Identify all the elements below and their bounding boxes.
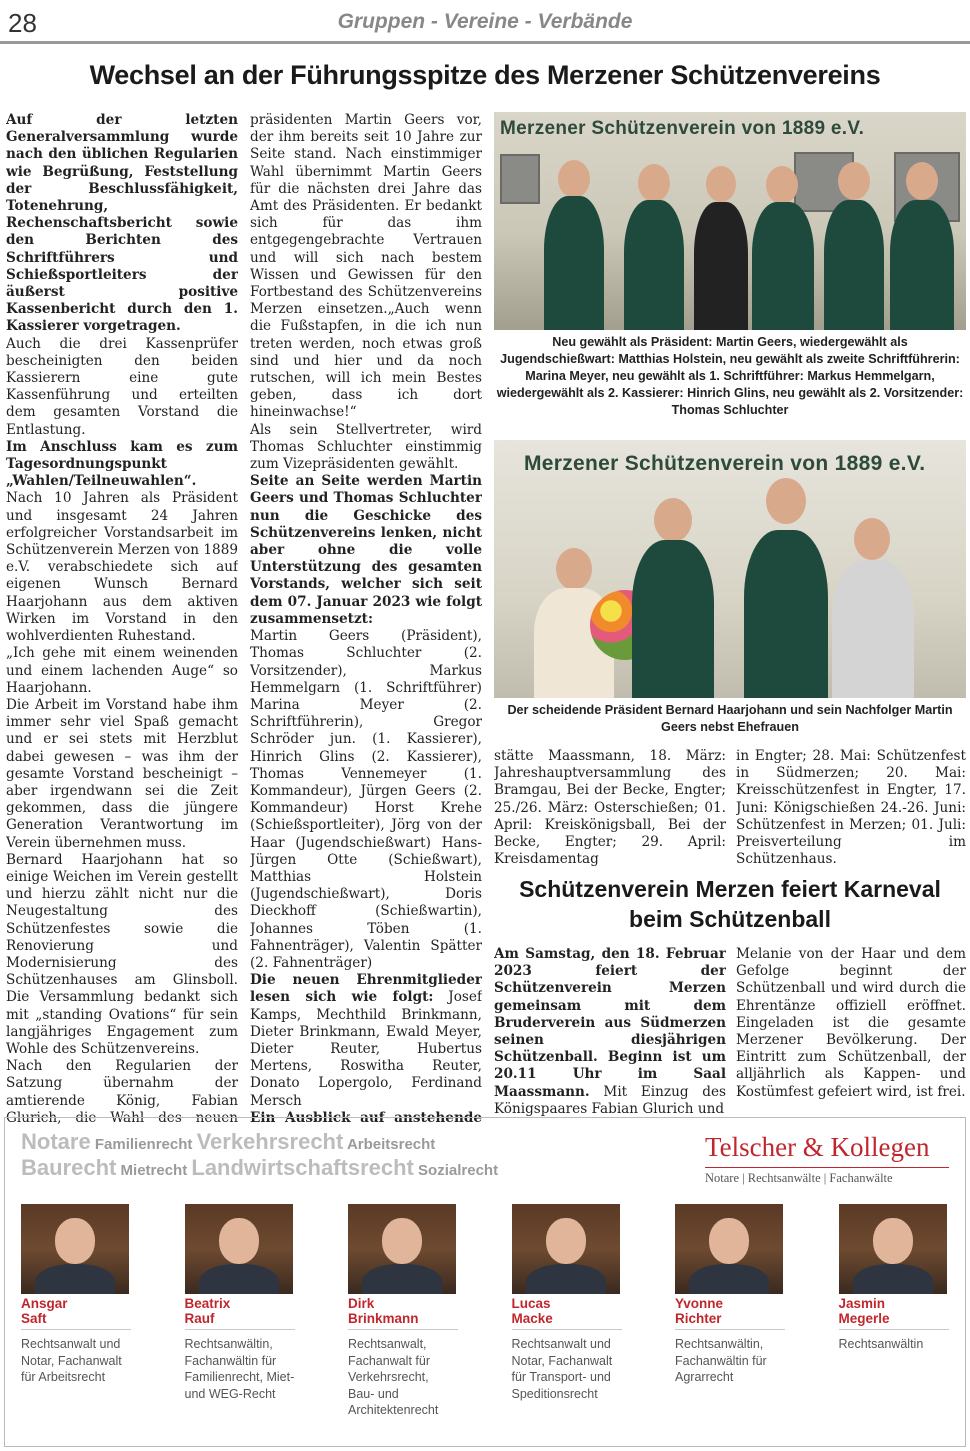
article-paragraph: Als sein Stellvertreter, wird Thomas Schluchter einstimmig zum Vizepräsidenten gewählt. xyxy=(250,421,482,473)
photo-banner: Merzener Schützenverein von 1889 e.V. xyxy=(524,452,926,475)
page-header xyxy=(0,0,970,44)
photo-caption-2: Der scheidende Präsident Bernard Haarjohann und sein Nachfolger Martin Geers nebst Ehefrauen xyxy=(507,703,953,734)
practice-area: Familienrecht xyxy=(90,1136,197,1153)
article-column-2 xyxy=(250,112,482,1124)
bold-text: Die neuen Ehrenmitglieder lesen sich wie folgt: xyxy=(250,972,482,1006)
staff-name: Beatrix Rauf xyxy=(185,1296,295,1330)
staff-portrait xyxy=(185,1204,293,1294)
article-paragraph: präsidenten Martin Geers vor, der ihm bereits seit 10 Jahre zur Seite stand. Nach einstimmiger Wahl übernimmt Martin Geers für die nächsten drei Jahre das Amt des Präsidenten. Er bedankt sich für das ihm entgegengebrachte Vertrauen und will sich nach bestem Wissen und Gewissen für den Fortbestand des Schützenvereins Merzen einsetzen.„Auch wenn die Fußstapfen, in die ich nun treten werden, noch etwas groß sind und hier und da noch rutschen, will ich mein Bestes geben, dass ich dort hineinwachse!“ xyxy=(250,112,482,421)
staff-role: Rechtsanwalt, Fachanwalt für Verkehrsrecht, Bau- und Architektenrecht xyxy=(348,1337,439,1417)
page-number: 28 xyxy=(8,8,37,38)
section-title: Gruppen - Vereine - Verbände xyxy=(337,10,633,33)
practice-area: Baurecht xyxy=(21,1155,117,1180)
firm-name: Telscher & Kollegen xyxy=(705,1132,930,1162)
staff-name: Jasmin Megerle xyxy=(839,1296,949,1330)
bold-text: Auf der letzten Generalversammlung wurde nach den üblichen Regularien wie Begrüßung, Feststellung der Beschlussfähigkeit, Totenehrung, Rechenschaftsbericht sowie den Berichten des Schriftführers und Schießsportleiters der äußerst positive Kassenbericht durch den 1. Kassierer vorgetragen. xyxy=(6,112,238,335)
article-headline-2: Schützenverein Merzen feiert Karneval beim Schützenball xyxy=(519,876,941,932)
staff-card xyxy=(675,1204,785,1386)
staff-card xyxy=(348,1204,458,1419)
practice-areas-line-2 xyxy=(21,1156,711,1182)
staff-name: Lucas Macke xyxy=(512,1296,622,1330)
staff-card xyxy=(185,1204,295,1402)
firm-logo xyxy=(705,1132,949,1186)
article-column-1 xyxy=(6,112,238,1124)
staff-role: Rechtsanwalt und Notar, Fachanwalt für Transport- und Speditionsrecht xyxy=(511,1337,613,1401)
staff-card xyxy=(839,1204,949,1353)
article-paragraph: Die Arbeit im Vorstand habe ihm immer sehr viel Spaß gemacht und er sei stets mit Herzblut dabei gewesen – was ihm der gesamte Vorstand bescheinigt – aber irgendwann sei die Zeit gekommen, dass die jüngere Generation Verantwortung im Verein übernehmen muss. xyxy=(6,696,238,851)
staff-portrait xyxy=(512,1204,620,1294)
staff-role: Rechtsanwalt und Notar, Fachanwalt für Arbeitsrecht xyxy=(21,1337,122,1384)
practice-area: Sozialrecht xyxy=(413,1162,499,1179)
article-paragraph xyxy=(250,473,482,628)
article2-lead-rest: Mit Einzug des Königspaares Fabian Glurich und xyxy=(494,1083,726,1117)
article-column-4: in Engter; 28. Mai: Schützenfest in Südmerzen; 20. Mai: Kreisschützenfest in Engter, 17. Juni: Königschießen 24.-26. Juni: Schützenfest in Merzen; 01. Juli: Preisverteilung im Schützenhaus. xyxy=(736,748,966,868)
article-headline: Wechsel an der Führungsspitze des Merzener Schützenvereins xyxy=(89,60,881,90)
article-paragraph xyxy=(6,439,238,491)
staff-role: Rechtsanwältin xyxy=(838,1337,924,1351)
staff-portrait xyxy=(348,1204,456,1294)
staff-name: Ansgar Saft xyxy=(21,1296,131,1330)
practice-areas xyxy=(21,1130,711,1182)
article-paragraph: Martin Geers (Präsident), Thomas Schluchter (2. Vorsitzender), Markus Hemmelgarn (1. Schriftführer) Marina Meyer (2. Schriftführerin), Gregor Schröder jun. (1. Kassierer), Hinrich Glins (2. Kassierer), Thomas Vennemeyer (1. Kommandeur), Jürgen Geers (2. Kommandeur) Horst Krehe (Schießsportleiter), Jörg von der Haar (Jugendschießwart) Hans-Jürgen Otte (Schießwart), Matthias Holstein (Jugendschießwart), Doris Dieckhoff (Schießwartin), Johannes Töben (1. Fahnenträger), Valentin Spätter (2. Fahnenträger) xyxy=(250,628,482,971)
article-paragraph: Nach den Regularien der Satzung übernahm der amtierende König, Fabian Glurich, die Wahl des neuen xyxy=(6,1058,238,1124)
practice-area: Verkehrsrecht xyxy=(196,1129,344,1154)
staff-card xyxy=(21,1204,131,1386)
practice-area: Landwirtschaftsrecht xyxy=(191,1155,414,1180)
bold-text: Im Anschluss kam es zum Tagesordnungspunkt „Wahlen/Teilneuwahlen“. xyxy=(6,438,238,490)
article2-lead: Am Samstag, den 18. Februar 2023 feiert der Schützenverein Merzen gemeinsam mit dem Bruderverein aus Südmerzen seinen diesjährigen Schützenball. Beginn ist um 20.11 Uhr im Saal Maassmann. xyxy=(494,946,726,1100)
staff-role: Rechtsanwältin, Fachanwältin für Familienrecht, Miet- und WEG-Recht xyxy=(184,1337,295,1401)
firm-subtitle: Notare | Rechtsanwälte | Fachanwälte xyxy=(705,1171,893,1185)
law-firm-advertisement xyxy=(4,1117,966,1447)
practice-areas-line-1 xyxy=(21,1130,711,1156)
staff-name: Dirk Brinkmann xyxy=(348,1296,458,1330)
article-paragraph: Nach 10 Jahren als Präsident und insgesamt 24 Jahren erfolgreicher Vorstandsarbeit im Schützenverein Merzen von 1889 e.V. verabschiedete sich auf eigenen Wunsch Bernard Haarjohann aus dem aktiven Wirken im Vorstand in den wohlverdienten Ruhestand. xyxy=(6,490,238,645)
article-paragraph: „Ich gehe mit einem weinenden und einem lachenden Auge“ so Haarjohann. xyxy=(6,645,238,696)
article-paragraph: Die neuen Ehrenmitglieder lesen sich wie folgt: Josef Kamps, Mechthild Brinkmann, Dieter Brinkmann, Ewald Meyer, Dieter Reuter, Hubertus Mertens, Roswitha Reuter, Donato Lopergolo, Ferdinand Mersch xyxy=(250,972,482,1109)
photo-caption-1: Neu gewählt als Präsident: Martin Geers, wiedergewählt als Jugendschießwart: Matthias Holstein, neu gewählt als zweite Schriftführerin: Marina Meyer, neu gewählt als 1. Schriftführer: Markus Hemmelgarn, wiedergewählt als 2. Kassierer: Hinrich Glins, neu gewählt als 2. Vorsitzender: Thomas Schluchter xyxy=(496,335,964,417)
article2-column-2: Melanie von der Haar und dem Gefolge beginnt der Schützenball und wird durch die Ehrentänze offiziell eröffnet. Eingeladen ist die gesamte Merzener Bevölkerung. Der Eintritt zum Schützenball, der alljährlich als Kappen- und Kostümfest gefeiert wird, ist frei. xyxy=(736,946,966,1100)
bold-text: Seite an Seite werden Martin Geers und Thomas Schluchter nun die Geschicke des Schützenvereins lenken, nicht aber ohne die volle Unterstützung des gesamten Vorstands, welcher sich seit dem 07. Januar 2023 wie folgt zusammensetzt: xyxy=(250,473,482,627)
practice-area: Arbeitsrecht xyxy=(343,1136,436,1153)
article2-column-1 xyxy=(494,946,726,1124)
bold-text: Ein Ausblick auf anstehende xyxy=(250,1109,482,1124)
article-paragraph xyxy=(6,112,238,336)
staff-role: Rechtsanwältin, Fachanwältin für Agrarrecht xyxy=(675,1337,767,1384)
article-paragraph: Bernard Haarjohann hat so einige Weichen im Verein gestellt und hierzu zählt nicht nur die Neugestaltung des Schützenfestes sowie die Renovierung und Modernisierung des Schützenhauses am Glinsboll. Die Versammlung bedankt sich mit „standing Ovations“ für sein langjähriges Engagement zum Wohle des Schützenvereins. xyxy=(6,851,238,1057)
practice-area: Mietrecht xyxy=(116,1162,192,1179)
photo-banner: Merzener Schützenverein von 1889 e.V. xyxy=(500,118,865,139)
farewell-photo xyxy=(494,440,966,698)
staff-portrait xyxy=(21,1204,129,1294)
article-column-3: stätte Maassmann, 18. März: Jahreshauptversammlung des Bramgau, Bei der Becke, Engter; 25./26. März: Osterschießen; 01. April: Kreiskönigsball, Bei der Becke, Engter; 29. April: Kreisdamentag xyxy=(494,748,726,868)
group-photo-board xyxy=(494,112,966,330)
staff-card xyxy=(512,1204,622,1402)
staff-portrait xyxy=(675,1204,783,1294)
practice-area: Notare xyxy=(21,1129,91,1154)
staff-portrait xyxy=(839,1204,947,1294)
staff-name: Yvonne Richter xyxy=(675,1296,785,1330)
article-paragraph: Auch die drei Kassenprüfer bescheinigten den beiden Kassierern eine gute Kassenführung und erteilten dem gesamten Vorstand die Entlastung. xyxy=(6,335,238,438)
